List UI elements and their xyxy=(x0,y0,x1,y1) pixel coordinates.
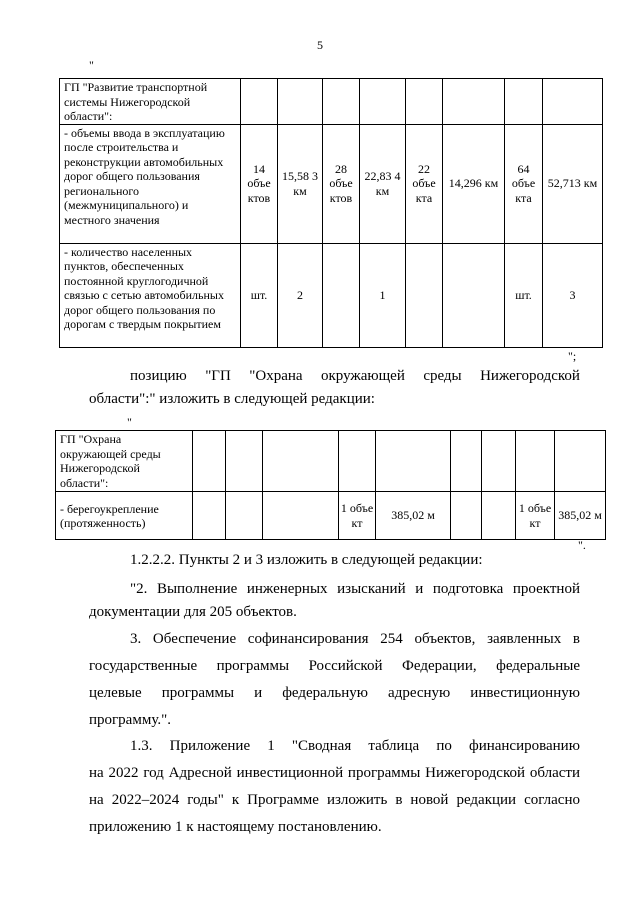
word: Нижегородской xyxy=(425,765,526,781)
item2-line1 xyxy=(130,578,580,600)
table-cell xyxy=(323,243,360,347)
word: Федерации, xyxy=(402,658,477,674)
word: проектной xyxy=(512,581,580,597)
word: объектов, xyxy=(414,631,476,647)
word: программы xyxy=(161,685,235,701)
word: Программе xyxy=(247,792,319,808)
table-cell xyxy=(482,492,516,540)
table-cell: 14 объе ктов xyxy=(241,124,278,243)
table-cell: 385,02 м xyxy=(555,492,606,540)
table-cell xyxy=(241,79,278,125)
table-cell: 22,83 4 км xyxy=(360,124,406,243)
table-cell: 22 объе кта xyxy=(406,124,443,243)
table-cell: 15,58 3 км xyxy=(278,124,323,243)
table-cell: шт. xyxy=(241,243,278,347)
item3-line3 xyxy=(89,682,580,704)
word: финансированию xyxy=(468,738,580,754)
table-cell xyxy=(193,492,226,540)
table-cell xyxy=(406,79,443,125)
table-cell xyxy=(376,431,451,492)
word: к xyxy=(231,792,240,808)
table-cell xyxy=(339,431,376,492)
table-cell: 28 объе ктов xyxy=(323,124,360,243)
table-cell xyxy=(443,243,505,347)
word: софинансирования xyxy=(247,631,369,647)
word: и xyxy=(415,581,424,597)
table-row xyxy=(56,431,606,492)
word: Российской xyxy=(308,658,383,674)
table-cell: 3 xyxy=(543,243,603,347)
word: инвестиционную xyxy=(470,685,580,701)
word: позицию xyxy=(130,368,187,384)
item3-line1 xyxy=(130,628,580,650)
word: Адресной xyxy=(168,765,232,781)
word: федеральные xyxy=(496,658,580,674)
word: Приложение xyxy=(169,738,251,754)
row-label: ГП "Развитие транспортной системы Нижегородской области": xyxy=(60,79,241,125)
table-cell: 1 xyxy=(360,243,406,347)
word: на xyxy=(89,792,104,808)
table-cell: 385,02 м xyxy=(376,492,451,540)
word: адресную xyxy=(388,685,451,701)
table-cell xyxy=(555,431,606,492)
position-paragraph-line1 xyxy=(130,365,580,387)
environment-program-table xyxy=(55,430,606,540)
table-cell xyxy=(516,431,555,492)
table-cell: 14,296 км xyxy=(443,124,505,243)
item2-line2: документации для 205 объектов. xyxy=(89,604,297,620)
table-cell xyxy=(278,79,323,125)
word: окружающей xyxy=(321,368,405,384)
word: 254 xyxy=(380,631,403,647)
table-cell xyxy=(360,79,406,125)
table-cell xyxy=(226,492,263,540)
word: "Сводная xyxy=(291,738,352,754)
word: Обеспечение xyxy=(152,631,237,647)
closing-quote: "; xyxy=(568,349,577,363)
table-cell xyxy=(193,431,226,492)
table-row xyxy=(60,124,603,243)
table-cell xyxy=(406,243,443,347)
word: инженерных xyxy=(246,581,328,597)
row-label: - количество населенных пунктов, обеспеченных постоянной круглогодичной связью с сетью автомобильных дорог общего пользования по дорогам с твердым покрытием xyxy=(60,243,241,347)
word: на xyxy=(89,765,104,781)
item13-line4: приложению 1 к настоящему постановлению. xyxy=(89,819,382,835)
table-cell xyxy=(323,79,360,125)
word: по xyxy=(436,738,452,754)
word: согласно xyxy=(524,792,580,808)
table-cell: 1 объе кт xyxy=(339,492,376,540)
table-cell: шт. xyxy=(505,243,543,347)
word: "ГП xyxy=(205,368,231,384)
word: федеральную xyxy=(282,685,369,701)
item3-line2 xyxy=(89,655,580,677)
word: 1 xyxy=(267,738,275,754)
word: Выполнение xyxy=(156,581,238,597)
table-cell xyxy=(482,431,516,492)
table-cell: 1 объе кт xyxy=(516,492,555,540)
table-cell xyxy=(505,79,543,125)
word: "Охрана xyxy=(249,368,303,384)
table-row xyxy=(56,492,606,540)
word: программы xyxy=(216,658,290,674)
word: "2. xyxy=(130,581,148,597)
table-cell xyxy=(263,431,339,492)
word: целевые xyxy=(89,685,142,701)
row-label: - объемы ввода в эксплуатацию после строительства и реконструкции автомобильных дорог общего пользования регионального (межмуниципального) и местного значения xyxy=(60,124,241,243)
word: Нижегородской xyxy=(480,368,580,384)
item13-line1 xyxy=(130,735,580,757)
transport-program-table xyxy=(59,78,603,348)
word: изложить xyxy=(326,792,388,808)
opening-quote: " xyxy=(89,58,94,72)
table-cell: 52,713 км xyxy=(543,124,603,243)
word: 2022 xyxy=(108,765,139,781)
word: изысканий xyxy=(337,581,406,597)
word: таблица xyxy=(368,738,420,754)
word: в xyxy=(572,631,580,647)
word: заявленных xyxy=(487,631,562,647)
word: год xyxy=(143,765,164,781)
word: 1.3. xyxy=(130,738,153,754)
table-cell xyxy=(443,79,505,125)
item13-line2 xyxy=(89,762,580,784)
table-cell xyxy=(226,431,263,492)
table-cell xyxy=(543,79,603,125)
word: новой xyxy=(410,792,449,808)
position-paragraph-line2: области":" изложить в следующей редакции: xyxy=(89,391,375,407)
closing-quote: ". xyxy=(578,538,586,552)
table-cell xyxy=(263,492,339,540)
table-cell: 64 объе кта xyxy=(505,124,543,243)
row-label: ГП "Охрана окружающей среды Нижегородской области": xyxy=(56,431,193,492)
word: редакции xyxy=(456,792,517,808)
item3-line4: программу.". xyxy=(89,712,171,728)
table-row xyxy=(60,243,603,347)
word: области xyxy=(529,765,580,781)
word: государственные xyxy=(89,658,198,674)
word: 2022–2024 xyxy=(111,792,180,808)
word: подготовка xyxy=(432,581,504,597)
word: инвестиционной xyxy=(236,765,344,781)
table-cell xyxy=(451,431,482,492)
word: программы xyxy=(347,765,421,781)
page-number: 5 xyxy=(317,38,323,52)
item13-line3 xyxy=(89,789,580,811)
table-row xyxy=(60,79,603,125)
word: годы" xyxy=(187,792,224,808)
word: и xyxy=(254,685,263,701)
word: 3. xyxy=(130,631,142,647)
table-cell: 2 xyxy=(278,243,323,347)
table-cell xyxy=(451,492,482,540)
word: среды xyxy=(423,368,462,384)
section-1222: 1.2.2.2. Пункты 2 и 3 изложить в следующей редакции: xyxy=(130,552,483,568)
word: в xyxy=(395,792,403,808)
row-label: - берегоукрепление (протяженность) xyxy=(56,492,193,540)
opening-quote: " xyxy=(127,415,132,429)
